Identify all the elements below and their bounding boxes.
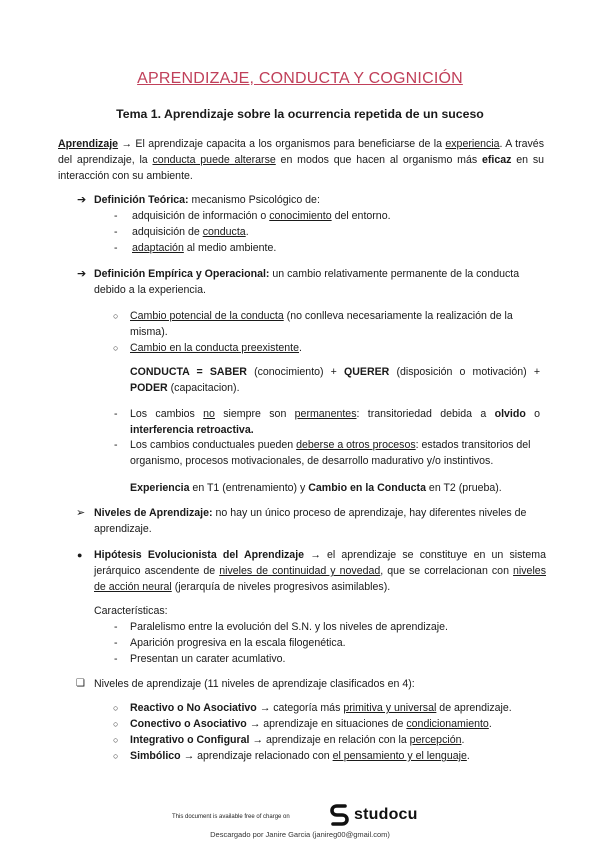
arrow-bullet-icon: ➔ — [77, 194, 87, 206]
footer-available-text: This document is available free of charge on — [172, 814, 290, 820]
intro-term: Aprendizaje — [58, 138, 119, 150]
download-credit: Descargado por Janire Garcia (janireg00@gmail.com) — [210, 830, 390, 839]
niveles-paragraph: Niveles de Aprendizaje: no hay un único proceso de aprendizaje, hay diferentes niveles de aprendizaje. — [94, 507, 527, 535]
arrowhead-bullet-icon: ➢ — [76, 507, 86, 519]
empirica-dash-2: Los cambios conductuales pueden deberse a otros procesos: estados transitorios del organismo, procesos motivacionales, de desarrollo madurativo y/o instintivos. — [130, 439, 531, 467]
studocu-brand: studocu — [354, 806, 418, 823]
dash-icon: - — [114, 408, 118, 420]
nivel-item-1: Reactivo o No Asociativo → categoría más primitiva y universal de aprendizaje. — [130, 702, 512, 714]
circle-bullet-icon: ○ — [113, 719, 119, 729]
formula-paragraph: CONDUCTA = SABER (conocimiento) + QUERER (disposición o motivación) + PODER (capacitacion). — [130, 366, 541, 394]
dash-icon: - — [114, 242, 118, 254]
circle-bullet-icon: ○ — [113, 751, 119, 761]
nivel-item-3: Integrativo o Configural → aprendizaje en relación con la percepción. — [130, 734, 465, 746]
disc-bullet-icon: ● — [77, 550, 83, 560]
lista-heading: Niveles de aprendizaje (11 niveles de aprendizaje clasificados en 4): — [94, 678, 415, 690]
studocu-logo[interactable] — [330, 804, 418, 826]
def-teorica-item-2: adquisición de conducta. — [132, 226, 249, 238]
def-teorica-text: mecanismo Psicológico de: — [188, 194, 320, 206]
circle-bullet-icon: ○ — [113, 311, 119, 321]
dash-icon: - — [114, 439, 118, 451]
dash-icon: - — [114, 637, 118, 649]
dash-icon: - — [114, 653, 118, 665]
empirica-circle-1: Cambio potencial de la conducta (no conlleva necesariamente la realización de la misma). — [130, 310, 513, 338]
section-subtitle: Tema 1. Aprendizaje sobre la ocurrencia repetida de un suceso — [116, 107, 484, 121]
intro-underline-2: conducta puede alterarse — [152, 154, 276, 166]
circle-bullet-icon: ○ — [113, 735, 119, 745]
caracteristicas-title: Características: — [94, 605, 168, 617]
nivel-item-4: Simbólico → aprendizaje relacionado con el pensamiento y el lenguaje. — [130, 750, 470, 762]
empirica-dash-1: Los cambios no siempre son permanentes: transitoriedad debida a olvido o interferencia retroactiva. — [130, 408, 541, 436]
circle-bullet-icon: ○ — [113, 703, 119, 713]
studocu-s-icon — [330, 804, 350, 826]
intro-text-1: → El aprendizaje capacita a los organismos para beneficiarse de la — [118, 138, 446, 150]
intro-underline-1: experiencia — [445, 138, 500, 150]
def-empirica-text: un cambio relativamente permanente de la conducta debido a la experiencia. — [94, 268, 520, 296]
empirica-circle-2: Cambio en la conducta preexistente. — [130, 342, 302, 354]
def-empirica-label: Definición Empírica y Operacional: — [94, 268, 270, 280]
experiencia-line: Experiencia en T1 (entrenamiento) y Cambio en la Conducta en T2 (prueba). — [130, 482, 502, 494]
dash-icon: - — [114, 621, 118, 633]
def-teorica-label: Definición Teórica: — [94, 194, 189, 206]
intro-paragraph — [58, 136, 544, 184]
def-teorica-item-1: adquisición de información o conocimiento del entorno. — [132, 210, 391, 222]
caracteristica-item-2: Aparición progresiva en la escala filogenética. — [130, 637, 346, 649]
caracteristica-item-3: Presentan un carater acumlativo. — [130, 653, 286, 665]
intro-bold: eficaz — [481, 154, 512, 166]
intro-text-3: en modos que hacen al organismo más — [275, 154, 482, 166]
def-empirica-paragraph — [94, 266, 546, 298]
intro-text-2: . A través del aprendizaje, la — [58, 138, 544, 166]
nivel-item-2: Conectivo o Asociativo → aprendizaje en situaciones de condicionamiento. — [130, 718, 492, 730]
intro-text-4: en su interacción con su ambiente. — [58, 154, 545, 182]
circle-bullet-icon: ○ — [113, 343, 119, 353]
dash-icon: - — [114, 210, 118, 222]
def-teorica-heading — [94, 192, 320, 208]
checkbox-bullet-icon: ❏ — [76, 678, 85, 689]
hipotesis-paragraph: Hipótesis Evolucionista del Aprendizaje → el aprendizaje se constituye en un sistema jerárquico ascendente de niveles de continuidad y novedad, que se correlacionan con niveles de acción neural (jerarquía de niveles progresivos asimilables). — [94, 549, 546, 593]
page-title: APRENDIZAJE, CONDUCTA Y COGNICIÓN — [137, 70, 463, 87]
arrow-bullet-icon: ➔ — [77, 268, 87, 280]
dash-icon: - — [114, 226, 118, 238]
caracteristica-item-1: Paralelismo entre la evolución del S.N. y los niveles de aprendizaje. — [130, 621, 448, 633]
def-teorica-item-3: adaptación al medio ambiente. — [132, 242, 277, 254]
